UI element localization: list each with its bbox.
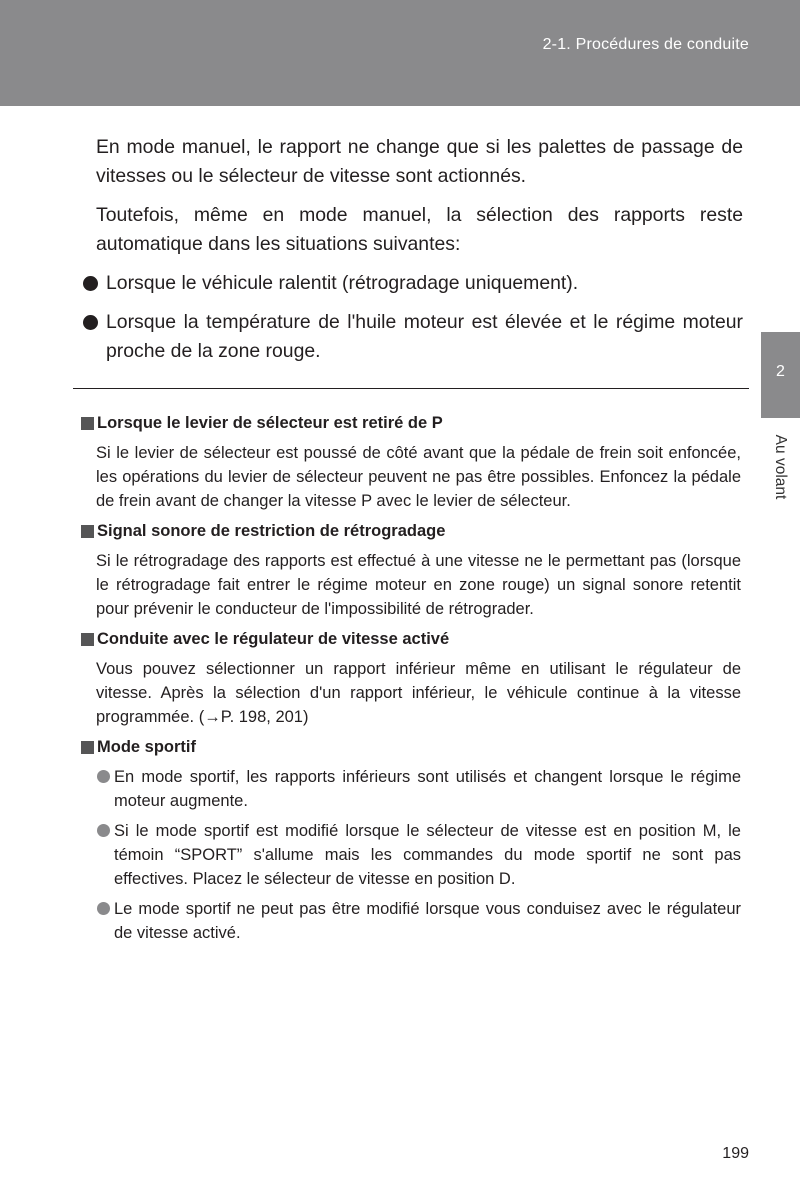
list-item-text: Le mode sportif ne peut pas être modifié lorsque vous conduisez avec le régulateur de vitesse activé.	[114, 900, 741, 942]
bullet-icon	[97, 824, 110, 837]
list-item-text: Lorsque le véhicule ralentit (rétrogradage uniquement).	[106, 272, 579, 294]
note-block	[81, 735, 741, 945]
paragraph: Toutefois, même en mode manuel, la sélection des rapports reste automatique dans les situations suivantes:	[96, 204, 743, 255]
note-block	[81, 627, 741, 729]
main-text	[96, 133, 743, 376]
note-heading	[81, 627, 741, 651]
notes-section	[81, 411, 741, 951]
list-item	[83, 308, 743, 366]
chapter-number: 2	[776, 363, 785, 380]
bullet-icon	[83, 315, 98, 330]
note-body: Vous pouvez sélectionner un rapport inférieur même en utilisant le régulateur de vitesse. Après la sélection d'un rapport inférieur, le véhicule continue à la vitesse programmée. (→P. 198, 201)	[96, 660, 741, 726]
square-bullet-icon	[81, 741, 94, 754]
section-divider	[73, 388, 749, 389]
list-item-text: En mode sportif, les rapports inférieurs sont utilisés et changent lorsque le régime moteur augmente.	[114, 768, 741, 810]
square-bullet-icon	[81, 525, 94, 538]
note-heading	[81, 735, 741, 759]
page-number: 199	[722, 1145, 749, 1162]
chapter-tab	[761, 332, 800, 418]
chapter-label: Au volant	[772, 434, 789, 500]
note-heading-text: Conduite avec le régulateur de vitesse activé	[97, 630, 450, 648]
page-header	[0, 0, 800, 106]
note-block	[81, 411, 741, 513]
note-body: Si le rétrogradage des rapports est effectué à une vitesse ne le permettant pas (lorsque le rétrogradage fait entrer le régime moteur en zone rouge) un signal sonore retentit pour prévenir le conducteur de l'impossibilité de rétrograder.	[96, 552, 741, 618]
square-bullet-icon	[81, 417, 94, 430]
bullet-icon	[97, 902, 110, 915]
note-heading-text: Mode sportif	[97, 738, 196, 756]
paragraph: En mode manuel, le rapport ne change que si les palettes de passage de vitesses ou le sélecteur de vitesse sont actionnés.	[96, 136, 743, 187]
list-item	[97, 897, 741, 945]
note-block	[81, 519, 741, 621]
note-heading	[81, 519, 741, 543]
list-item	[97, 765, 741, 813]
bullet-icon	[83, 276, 98, 291]
note-heading	[81, 411, 741, 435]
note-body: Si le levier de sélecteur est poussé de côté avant que la pédale de frein soit enfoncée, les opérations du levier de sélecteur peuvent ne pas être possibles. Enfoncez la pédale de frein avant de changer la vitesse P avec le levier de sélecteur.	[96, 444, 741, 510]
bullet-icon	[97, 770, 110, 783]
section-title: 2-1. Procédures de conduite	[542, 36, 749, 53]
note-heading-text: Signal sonore de restriction de rétrogradage	[97, 522, 446, 540]
list-item	[97, 819, 741, 891]
list-item	[83, 269, 743, 298]
list-item-text: Si le mode sportif est modifié lorsque le sélecteur de vitesse est en position M, le témoin “SPORT” s'allume mais les commandes du mode sportif ne sont pas effectives. Placez le sélecteur de vitesse en position D.	[114, 822, 741, 888]
square-bullet-icon	[81, 633, 94, 646]
list-item-text: Lorsque la température de l'huile moteur est élevée et le régime moteur proche de la zone rouge.	[106, 311, 743, 362]
note-heading-text: Lorsque le levier de sélecteur est retiré de P	[97, 414, 443, 432]
